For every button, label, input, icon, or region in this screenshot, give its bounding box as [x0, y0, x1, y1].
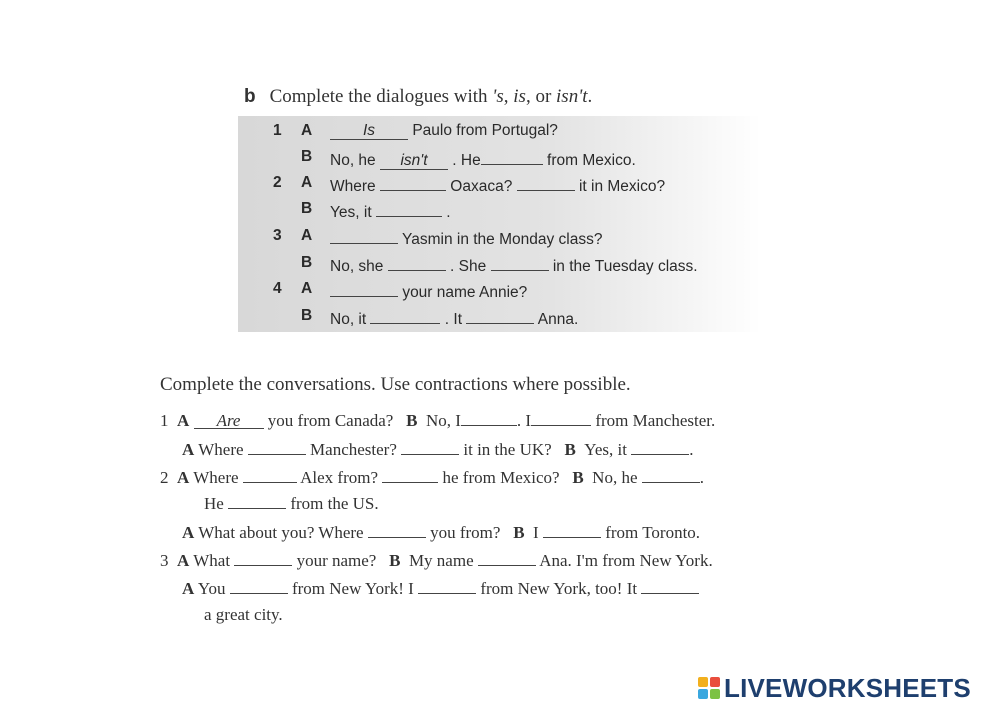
dialogue-box: 1 A Is Paulo from Portugal? B No, he isn't . He from Mexico. 2 A Where Oaxaca? it in Mexico? B Yes, it . 3 A Yasmin in the Monday class? B No, she . She in the Tuesday class. 4 A your name Annie? B No, it . It Anna.: [238, 116, 761, 332]
answer-blank[interactable]: Is: [330, 123, 408, 140]
answer-blank[interactable]: isn't: [380, 153, 448, 170]
logo-text: LIVEWORKSHEETS: [724, 672, 971, 703]
section-letter: b: [244, 86, 256, 107]
answer-blank[interactable]: [481, 148, 543, 165]
answer-blank[interactable]: [376, 200, 442, 217]
answer-blank[interactable]: [478, 550, 536, 566]
conversation-line: 3 A What your name? B My name Ana. I'm from New York.: [160, 551, 713, 570]
answer-blank[interactable]: [330, 280, 398, 297]
instruction-text: Complete the dialogues with: [269, 86, 493, 107]
conversation-line: He from the US.: [204, 494, 379, 513]
answer-blank[interactable]: [228, 493, 286, 509]
option-s: 's: [492, 86, 504, 107]
answer-blank[interactable]: [330, 227, 398, 244]
answer-blank[interactable]: [380, 174, 446, 191]
answer-blank[interactable]: [642, 467, 700, 483]
conversations-instruction: Complete the conversations. Use contractions where possible.: [160, 374, 631, 395]
answer-blank[interactable]: [466, 307, 534, 324]
answer-blank[interactable]: [491, 254, 549, 271]
conversation-line: a great city.: [204, 605, 283, 624]
conversation-line: A You from New York! I from New York, too! It: [182, 578, 699, 599]
answer-blank[interactable]: [370, 307, 440, 324]
answer-blank[interactable]: [418, 578, 476, 594]
answer-blank[interactable]: Are: [194, 413, 264, 429]
conversation-line: A What about you? Where you from? B I from Toronto.: [182, 523, 701, 542]
answer-blank[interactable]: [230, 578, 288, 594]
answer-blank[interactable]: [382, 467, 438, 483]
option-is: is: [513, 86, 526, 107]
answer-blank[interactable]: [543, 522, 601, 538]
answer-blank[interactable]: [388, 254, 446, 271]
conversation-line: A Where Manchester? it in the UK? B Yes, it .: [182, 440, 694, 459]
answer-blank[interactable]: [234, 550, 292, 566]
liveworksheets-logo[interactable]: [698, 674, 971, 702]
answer-blank[interactable]: [368, 522, 426, 538]
answer-blank[interactable]: [461, 410, 517, 426]
logo-grid-icon: [698, 677, 720, 699]
conversation-line: 1 A Are you from Canada? B No, I . I from Manchester.: [160, 411, 716, 430]
conversation-line: 2 A Where Alex from? he from Mexico? B No, he .: [160, 468, 704, 487]
answer-blank[interactable]: [531, 410, 591, 426]
option-isnt: isn't: [556, 86, 588, 107]
answer-blank[interactable]: [517, 174, 575, 191]
answer-blank[interactable]: [248, 439, 306, 455]
answer-blank[interactable]: [243, 467, 297, 483]
answer-blank[interactable]: [631, 439, 689, 455]
answer-blank[interactable]: [401, 439, 459, 455]
section-b-instruction: b Complete the dialogues with 's, is, or isn't.: [244, 86, 593, 107]
answer-blank[interactable]: [641, 578, 699, 594]
